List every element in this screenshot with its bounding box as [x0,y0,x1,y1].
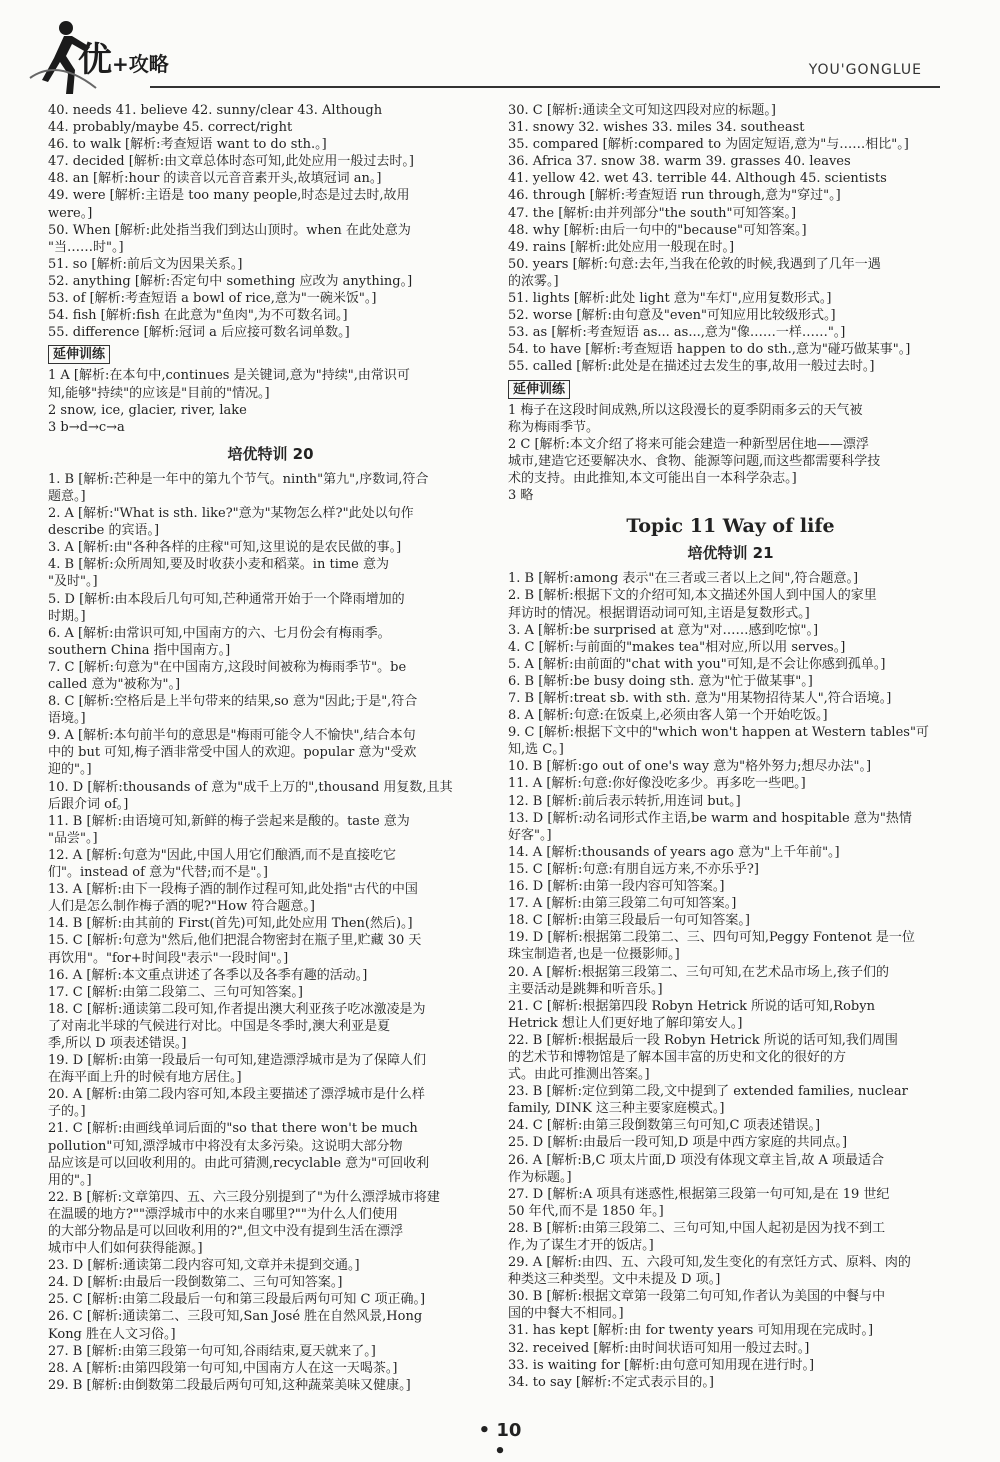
answer-line: 种类这三种类型。文中未提及 D 项。] [508,1272,721,1288]
answer-line: 24. C [解析:由第三段倒数第三句可知,C 项表述错误。] [508,1118,821,1134]
answer-line: 18. C [解析:通读第二段可知,作者提出澳大利亚孩子吃冰激凌是为 [48,1001,426,1017]
answer-line: 22. B [解析:根据最后一段 Robyn Hetrick 所说的话可知,我们周围 [508,1032,898,1048]
answer-line: 27. B [解析:由第三段第一句可知,谷雨结束,夏天就来了。] [48,1343,376,1359]
answer-line: 32. received [解析:由时间状语可知用一般过去时。] [508,1340,810,1356]
answer-line: 在温暖的地方?""漂浮城市中的水来自哪里?""为什么人们使用 [48,1206,398,1222]
answer-line: 23. D [解析:通读第二段内容可知,文章并未提到交通。] [48,1258,360,1274]
answer-line: 17. C [解析:由第二段第二、三句可知答案。] [48,984,303,1000]
answer-line: 7. C [解析:句意为"在中国南方,这段时间被称为梅雨季节"。be [48,659,407,675]
answer-line: 国的中餐大不相同。] [508,1306,624,1322]
left-column [48,102,493,1394]
answer-line: 28. A [解析:由第四段第一句可知,中国南方人在这一天喝茶。] [48,1360,398,1376]
answer-line: 16. D [解析:由第一段内容可知答案。] [508,879,725,895]
answer-line: 珠宝制造者,也是一位摄影师。] [508,947,680,963]
answer-line: 15. C [解析:句意为"然后,他们把混合物密封在瓶子里,贮藏 30 天 [48,933,422,949]
answer-line: called 意为"被称为"。] [48,677,181,692]
topic-title: Topic 11 Way of life [626,515,835,538]
answer-line: 14. B [解析:由其前的 First(首先)可知,此处应用 Then(然后)。] [48,916,413,932]
answer-line: 的艺术节和博物馆是了解本国丰富的历史和文化的很好的方 [508,1049,847,1065]
section-heading-training-20: 培优特训 20 [227,444,314,463]
answer-line: 26. C [解析:通读第二、三段可知,San José 胜在自然风景,Hong [48,1309,423,1325]
answer-line: family, DINK 这三种主要家庭模式。] [508,1101,725,1117]
answer-line: 4. C [解析:与前面的"makes tea"相对应,所以用 serves。] [508,639,846,655]
answer-line: 17. A [解析:由第三段第二句可知答案。] [508,896,737,912]
answer-line: 的大部分物品是可以回收利用的?",但文中没有提到生活在漂浮 [48,1224,404,1239]
answer-line: 31. has kept [解析:由 for twenty years 可知用现在完成时。] [508,1323,874,1339]
answer-line: 7. B [解析:treat sb. with sth. 意为"用某物招待某人",符合语境。] [508,691,892,706]
answer-line: 12. B [解析:前后表示转折,用连词 but。] [508,793,741,809]
answer-line: 33. is waiting for [解析:由句意可知用现在进行时。] [508,1357,815,1373]
answer-line: 25. D [解析:由最后一段可知,D 项是中西方家庭的共同点。] [508,1135,848,1151]
answer-line: 知,能够"持续"的应该是"目前的"情况。] [48,385,270,401]
answer-line: 24. D [解析:由最后一段倒数第二、三句可知答案。] [48,1275,343,1291]
answer-line: "品尝"。] [48,830,98,846]
answer-line: 13. A [解析:由下一段梅子酒的制作过程可知,此处指"古代的中国 [48,882,418,898]
answer-line: Kong 胜在人文习俗。] [48,1326,176,1342]
answer-line: 49. were [解析:主语是 too many people,时态是过去时,故用 [48,188,410,204]
extension-answers-left [48,367,493,435]
answer-line: 2. A [解析:"What is sth. like?"意为"某物怎么样?"此处以句作 [48,506,414,522]
answer-line: 54. fish [解析:fish 在此意为"鱼肉",为不可数名词。] [48,308,348,324]
answer-line: 3. A [解析:由"各种各样的庄稼"可知,这里说的是农民做的事。] [48,540,402,556]
answer-line: 用的"。] [48,1172,92,1188]
header-rule [150,86,940,88]
answer-list-training-21 [508,570,953,1391]
answer-line: 47. decided [解析:由文章总体时态可知,此处应用一般过去时。] [48,154,414,170]
answer-line: 迎的"。] [48,762,92,778]
answer-line: 品应该是可以回收利用的。由此可猜测,recyclable 意为"可回收利 [48,1155,430,1171]
answer-line: 5. A [解析:由前面的"chat with you"可知,是不会让你感到孤单。] [508,656,886,672]
answer-line: 1. B [解析:among 表示"在三者或三者以上之间",符合题意。] [508,571,859,587]
answer-line: 2. B [解析:根据下文的介绍可知,本文描述外国人到中国人的家里 [508,588,877,604]
answer-line: 作为标题。] [508,1169,572,1185]
answer-line: 3 略 [508,488,534,504]
answer-line: 术的支持。由此推知,本文可能出自一本科学杂志。] [508,470,797,486]
answer-line: 51. so [解析:前后文为因果关系。] [48,256,243,272]
logo-title: 优+攻略 [78,40,169,80]
answer-line: "当……时"。] [48,239,124,255]
answer-line: 44. probably/maybe 45. correct/right [48,120,293,136]
answer-line: 34. to say [解析:不定式表示目的。] [508,1374,714,1390]
answer-line: 23. B [解析:定位到第二段,文中提到了 extended families, nuclear [508,1084,908,1100]
answer-line: 21. C [解析:由画线单词后面的"so that there won't be much [48,1121,418,1137]
answer-line: 41. yellow 42. wet 43. terrible 44. Although 45. scientists [508,171,887,187]
extension-answers-right [508,402,953,505]
brand-name: YOU'GONGLUE [808,62,922,78]
answer-line: 35. compared [解析:compared to 为固定短语,意为"与……相比"。] [508,137,909,153]
answer-line: 53. of [解析:考查短语 a bowl of rice,意为"一碗米饭"。] [48,291,377,307]
answer-line: 季,所以 D 项表述错误。] [48,1035,187,1051]
answer-line: 中的 but 可知,梅子酒非常受中国人的欢迎。popular 意为"受欢 [48,745,417,761]
answer-line: 3. A [解析:be surprised at 意为"对……感到吃惊"。] [508,622,819,638]
answer-line: 22. B [解析:文章第四、五、六三段分别提到了"为什么漂浮城市将建 [48,1189,440,1205]
answer-line: 20. A [解析:根据第三段第二、三句可知,在艺术品市场上,孩子们的 [508,964,890,980]
answer-line: 称为梅雨季节。 [508,419,600,435]
answer-line: 50 年代,而不是 1850 年。] [508,1203,664,1219]
answer-line: 53. as [解析:考查短语 as... as...,意为"像……一样……"。] [508,325,846,341]
answer-line: 题意。] [48,488,86,504]
answer-line: 11. B [解析:由语境可知,新鲜的梅子尝起来是酸的。taste 意为 [48,813,410,829]
answer-line: 8. C [解析:空格后是上半句带来的结果,so 意为"因此;于是",符合 [48,694,418,710]
section-heading-training-21: 培优特训 21 [687,544,774,563]
answer-line: 30. C [解析:通读全文可知这四段对应的标题。] [508,103,776,118]
answer-line: 29. A [解析:由四、五、六段可知,发生变化的有烹饪方式、原料、肉的 [508,1255,911,1271]
answer-line: 1 梅子在这段时间成熟,所以这段漫长的夏季阴雨多云的天气被 [508,402,863,418]
answer-line: 12. A [解析:句意为"因此,中国人用它们酿酒,而不是直接吃它 [48,847,397,863]
answer-line: 16. A [解析:本文重点讲述了各季以及各季有趣的活动。] [48,967,368,983]
answer-line: 48. why [解析:由后一句中的"because"可知答案。] [508,222,807,238]
answer-block-left-top [48,102,493,341]
answer-line: 了对南北半球的气候进行对比。中国是冬季时,澳大利亚是夏 [48,1018,391,1034]
answer-line: 52. anything [解析:否定句中 something 应改为 anything。] [48,273,413,289]
answer-line: 知,选 C。] [508,742,564,758]
answer-line: describe 的宾语。] [48,523,160,539]
answer-line: 50. years [解析:句意:去年,当我在伦敦的时候,我遇到了几年一遇 [508,256,881,272]
answer-line: 30. B [解析:根据文章第一段第二句可知,作者认为美国的中餐与中 [508,1289,886,1305]
answer-line: 在海平面上升的时候有地方居住。] [48,1070,242,1086]
answer-line: 9. A [解析:本句前半句的意思是"梅雨可能令人不愉快",结合本句 [48,728,416,744]
answer-line: 15. C [解析:句意:有朋自远方来,不亦乐乎?] [508,861,759,877]
answer-line: 8. A [解析:句意:在饭桌上,必须由客人第一个开始吃饭。] [508,708,828,724]
page-number: • 10 • [478,1420,522,1462]
answer-line: 14. A [解析:thousands of years ago 意为"上千年前"。] [508,844,840,860]
answer-line: 城市,建造它还要解决水、食物、能源等问题,而这些都需要科学技 [508,453,881,469]
answer-line: 19. D [解析:由第一段最后一句可知,建造漂浮城市是为了保障人们 [48,1053,426,1069]
answer-line: 36. Africa 37. snow 38. warm 39. grasses 40. leaves [508,154,851,170]
answer-list-training-20 [48,471,493,1394]
answer-line: 51. lights [解析:此处 light 意为"车灯",应用复数形式。] [508,291,832,307]
answer-line: 28. B [解析:由第三段第二、三句可知,中国人起初是因为找不到工 [508,1220,886,1236]
answer-block-right-top [508,102,953,376]
answer-line: 拜访时的情况。根据谓语动词可知,主语是复数形式。] [508,605,810,621]
answer-line: 4. B [解析:众所周知,要及时收获小麦和稻菜。in time 意为 [48,557,390,573]
answer-line: 31. snowy 32. wishes 33. miles 34. southeast [508,120,805,136]
answer-line: 47. the [解析:由并列部分"the south"可知答案。] [508,205,797,221]
answer-line: 们"。instead of 意为"代替;而不是"。] [48,865,268,881]
right-column [508,102,953,1391]
answer-line: 21. C [解析:根据第四段 Robyn Hetrick 所说的话可知,Robyn [508,998,875,1014]
answer-line: 人们是怎么制作梅子酒的呢?"How 符合题意。] [48,899,315,915]
answer-line: 式。由此可推测出答案。] [508,1067,650,1083]
answer-line: 55. difference [解析:冠词 a 后应接可数名词单数。] [48,325,350,341]
answer-line: 25. C [解析:由第二段最后一句和第三段最后两句可知 C 项正确。] [48,1292,426,1308]
answer-line: 1. B [解析:芒种是一年中的第九个节气。ninth"第九",序数词,符合 [48,471,429,487]
answer-line: 52. worse [解析:由句意及"even"可知应用比较级形式。] [508,308,836,324]
answer-line: 10. D [解析:thousands of 意为"成千上万的",thousand 用复数,且其 [48,779,453,795]
answer-line: 27. D [解析:A 项具有迷惑性,根据第三段第一句可知,是在 19 世纪 [508,1186,890,1202]
answer-line: "及时"。] [48,574,98,590]
answer-line: 5. D [解析:由本段后几句可知,芒种通常开始于一个降雨增加的 [48,591,405,607]
answer-line: 好客"。] [508,827,552,843]
page-header [0,0,1000,100]
section-label-extension: 延伸训练 [508,380,570,399]
answer-line: 2 snow, ice, glacier, river, lake [48,402,247,418]
answer-line: 49. rains [解析:此处应用一般现在时。] [508,239,735,255]
answer-line: 后跟介词 of。] [48,796,129,812]
answer-line: 26. A [解析:B,C 项太片面,D 项没有体现文章主旨,故 A 项最适合 [508,1152,885,1168]
answer-line: 54. to have [解析:考查短语 happen to do sth.,意为"碰巧做某事"。] [508,342,911,358]
answer-line: southern China 指中国南方。] [48,642,231,658]
answer-line: 10. B [解析:go out of one's way 意为"格外努力;想尽办法"。] [508,759,872,775]
answer-line: 18. C [解析:由第三段最后一句可知答案。] [508,913,750,929]
answer-line: Hetrick 想让人们更好地了解印第安人。] [508,1015,743,1031]
answer-line: 48. an [解析:hour 的读音以元音音素开头,故填冠词 an。] [48,171,382,187]
answer-line: 2 C [解析:本文介绍了将来可能会建造一种新型居住地——漂浮 [508,436,869,452]
answer-line: 的浓雾。] [508,273,559,289]
section-label-extension: 延伸训练 [48,345,110,364]
answer-line: 50. When [解析:此处指当我们到达山顶时。when 在此处意为 [48,222,411,238]
answer-line: pollution"可知,漂浮城市中将没有太多污染。这说明大部分物 [48,1138,403,1154]
answer-line: 9. C [解析:根据下文中的"which won't happen at Western tables"可 [508,725,929,741]
answer-line: 子的。] [48,1104,86,1120]
answer-line: 46. through [解析:考查短语 run through,意为"穿过"。] [508,188,841,204]
answer-line: 6. B [解析:be busy doing sth. 意为"忙于做某事"。] [508,673,813,689]
answer-line: 再饮用"。"for+时间段"表示"一段时间"。] [48,950,289,966]
answer-line: 46. to walk [解析:考查短语 want to do sth.。] [48,137,327,153]
answer-line: 55. called [解析:此处是在描述过去发生的事,故用一般过去时。] [508,359,875,375]
answer-line: 1 A [解析:在本句中,continues 是关键词,意为"持续",由常识可 [48,368,410,384]
answer-line: 29. B [解析:由倒数第二段最后两句可知,这种蔬菜美味又健康。] [48,1377,411,1393]
answer-line: 11. A [解析:句意:你好像没吃多少。再多吃一些吧。] [508,776,806,792]
answer-line: 3 b→d→c→a [48,419,125,435]
answer-line: 主要活动是跳舞和听音乐。] [508,981,663,997]
answer-line: 19. D [解析:根据第二段第二、三、四句可知,Peggy Fontenot 是一位 [508,930,915,946]
answer-line: 时期。] [48,608,86,624]
answer-line: 作,为了谋生才开的饭店。] [508,1238,654,1253]
answer-line: were。] [48,205,93,221]
answer-line: 40. needs 41. believe 42. sunny/clear 43. Although [48,103,383,118]
answer-line: 城市中人们如何获得能源。] [48,1241,203,1257]
answer-line: 语境。] [48,711,86,727]
answer-line: 6. A [解析:由常识可知,中国南方的六、七月份会有梅雨季。 [48,625,391,641]
answer-line: 20. A [解析:由第二段内容可知,本段主要描述了漂浮城市是什么样 [48,1087,425,1103]
answer-line: 13. D [解析:动名词形式作主语,be warm and hospitable 意为"热情 [508,810,912,826]
